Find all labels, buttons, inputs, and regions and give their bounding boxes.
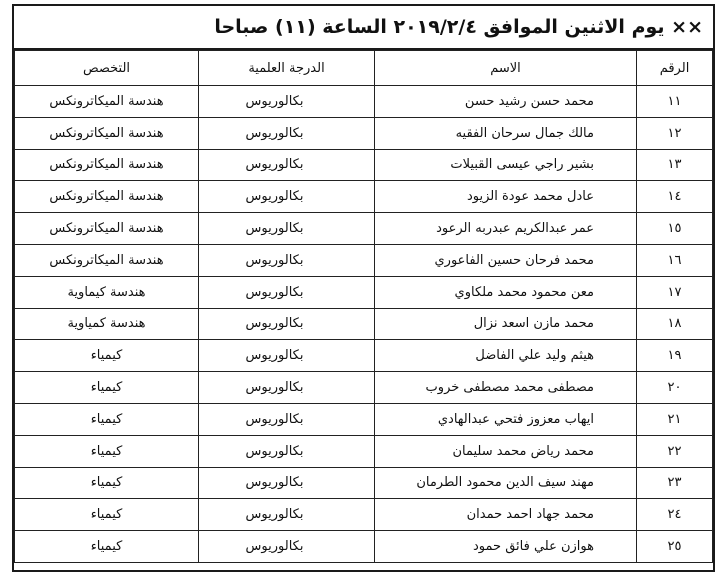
cell-specialization: كيمياء (15, 467, 199, 499)
cell-degree: بكالوريوس (199, 467, 375, 499)
cell-name: مصطفى محمد مصطفى خروب (375, 372, 637, 404)
cell-number: ١٨ (637, 308, 713, 340)
cell-name: محمد رياض محمد سليمان (375, 435, 637, 467)
cell-name: مهند سيف الدين محمود الطرمان (375, 467, 637, 499)
cell-degree: بكالوريوس (199, 308, 375, 340)
table-row (15, 403, 713, 435)
cell-name: محمد مازن اسعد نزال (375, 308, 637, 340)
cell-specialization: هندسة الميكاترونكس (15, 117, 199, 149)
cell-name: عادل محمد عودة الزيود (375, 181, 637, 213)
table-row (15, 244, 713, 276)
table-row (15, 117, 713, 149)
cell-number: ١٤ (637, 181, 713, 213)
candidates-table (14, 50, 713, 563)
table-row (15, 531, 713, 563)
table-row (15, 213, 713, 245)
cell-number: ١٣ (637, 149, 713, 181)
cell-specialization: كيمياء (15, 403, 199, 435)
cell-specialization: هندسة كيماوية (15, 276, 199, 308)
cell-degree: بكالوريوس (199, 435, 375, 467)
schedule-sheet (12, 4, 715, 572)
cell-name: معن محمود محمد ملكاوي (375, 276, 637, 308)
cell-specialization: كيمياء (15, 435, 199, 467)
cell-name: عمر عبدالكريم عبدربه الرعود (375, 213, 637, 245)
table-row (15, 149, 713, 181)
cell-degree: بكالوريوس (199, 531, 375, 563)
cell-specialization: كيمياء (15, 340, 199, 372)
cell-number: ٢٥ (637, 531, 713, 563)
table-row (15, 340, 713, 372)
table-row (15, 499, 713, 531)
table-row (15, 372, 713, 404)
cell-specialization: هندسة كمياوية (15, 308, 199, 340)
cell-specialization: هندسة الميكاترونكس (15, 244, 199, 276)
cell-number: ٢١ (637, 403, 713, 435)
cell-degree: بكالوريوس (199, 149, 375, 181)
cell-specialization: كيمياء (15, 372, 199, 404)
header-degree: الدرجة العلمية (199, 51, 375, 86)
cell-specialization: هندسة الميكاترونكس (15, 181, 199, 213)
cell-specialization: هندسة الميكاترونكس (15, 86, 199, 118)
table-body (15, 86, 713, 563)
cell-degree: بكالوريوس (199, 117, 375, 149)
cell-name: محمد حسن رشيد حسن (375, 86, 637, 118)
table-row (15, 435, 713, 467)
table-row (15, 181, 713, 213)
session-title: ×× يوم الاثنين الموافق ٢٠١٩/٢/٤ الساعة (١١) صباحا (14, 6, 713, 50)
cell-degree: بكالوريوس (199, 86, 375, 118)
cell-degree: بكالوريوس (199, 213, 375, 245)
cell-specialization: هندسة الميكاترونكس (15, 213, 199, 245)
header-number: الرقم (637, 51, 713, 86)
table-row (15, 308, 713, 340)
cell-number: ٢٢ (637, 435, 713, 467)
header-name: الاسم (375, 51, 637, 86)
cell-number: ٢٣ (637, 467, 713, 499)
cell-number: ١٦ (637, 244, 713, 276)
cell-specialization: كيمياء (15, 499, 199, 531)
cell-number: ٢٤ (637, 499, 713, 531)
cell-degree: بكالوريوس (199, 403, 375, 435)
cell-number: ١٩ (637, 340, 713, 372)
cell-degree: بكالوريوس (199, 499, 375, 531)
table-row (15, 86, 713, 118)
cell-number: ٢٠ (637, 372, 713, 404)
cell-number: ١٧ (637, 276, 713, 308)
cell-degree: بكالوريوس (199, 276, 375, 308)
cell-degree: بكالوريوس (199, 181, 375, 213)
cell-name: مالك جمال سرحان الفقيه (375, 117, 637, 149)
cell-specialization: كيمياء (15, 531, 199, 563)
table-row (15, 276, 713, 308)
cell-number: ١٢ (637, 117, 713, 149)
cell-specialization: هندسة الميكاترونكس (15, 149, 199, 181)
cell-name: هيثم وليد علي الفاضل (375, 340, 637, 372)
cell-name: هوازن علي فائق حمود (375, 531, 637, 563)
table-header-row (15, 51, 713, 86)
cell-degree: بكالوريوس (199, 372, 375, 404)
cell-number: ١٥ (637, 213, 713, 245)
cell-name: ايهاب معزوز فتحي عبدالهادي (375, 403, 637, 435)
table-row (15, 467, 713, 499)
cell-name: بشير راجي عيسى القبيلات (375, 149, 637, 181)
cell-number: ١١ (637, 86, 713, 118)
cell-name: محمد جهاد احمد حمدان (375, 499, 637, 531)
cell-degree: بكالوريوس (199, 340, 375, 372)
cell-name: محمد فرحان حسين الفاعوري (375, 244, 637, 276)
cell-degree: بكالوريوس (199, 244, 375, 276)
header-specialization: التخصص (15, 51, 199, 86)
